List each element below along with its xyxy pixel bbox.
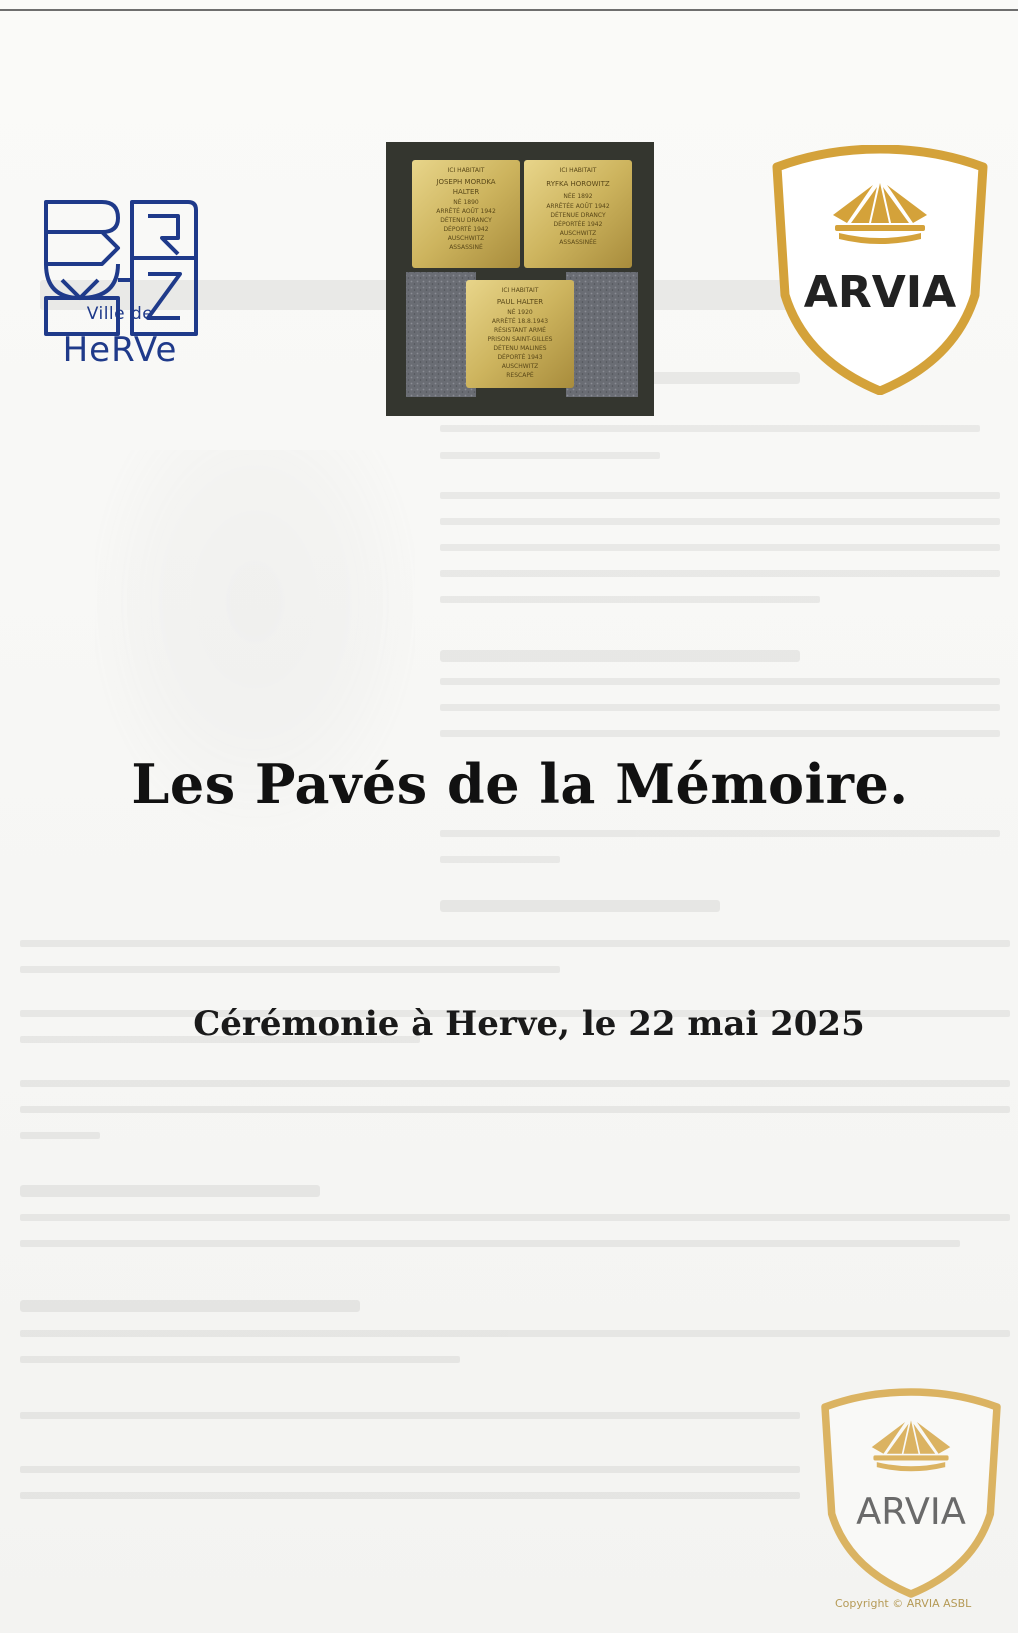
stone2-line: ARRÊTÉE AOÛT 1942 [546,203,610,210]
ghost-heading [20,1185,320,1197]
ghost-line [440,856,560,863]
stone1-line: ARRÊTÉ AOÛT 1942 [436,208,496,215]
arvia-watermark-label: ARVIA [856,1489,966,1533]
ghost-line [20,1240,960,1247]
stone3-line: DÉTENU MALINES [493,345,547,352]
stone1-line: ICI HABITAIT [447,167,485,174]
ghost-line [440,570,1000,577]
ghost-line [20,1492,800,1499]
ghost-line [440,492,1000,499]
ghost-line [20,1106,1010,1113]
stones-illustration [386,142,654,416]
stone2-line: DÉPORTÉE 1942 [553,221,603,228]
arvia-label: ARVIA [803,267,957,318]
document-subtitle: Cérémonie à Herve, le 22 mai 2025 [193,1004,865,1044]
stone2-line: AUSCHWITZ [559,230,597,237]
ghost-line [20,1330,1010,1337]
stone1-line: AUSCHWITZ [447,235,485,242]
ghost-line [20,1466,800,1473]
copyright-notice: Copyright © ARVIA ASBL [835,1597,972,1610]
ghost-heading [20,1300,360,1312]
stone3-line: DÉPORTÉ 1943 [497,354,543,361]
stone3-line: RÉSISTANT ARMÉ [494,327,546,334]
ghost-line [440,678,1000,685]
stone1-line: ASSASSINÉ [449,244,483,251]
ghost-line [440,544,1000,551]
stone2-line: ASSASSINÉE [559,239,597,246]
stone1-line: JOSEPH MORDKA [436,178,496,186]
ghost-line [20,966,560,973]
ghost-heading [440,900,720,912]
ghost-line [20,1132,100,1139]
stone2-line: ICI HABITAIT [559,167,597,174]
stone2-line: DÉTENUE DRANCY [550,212,606,219]
ghost-line [440,425,980,432]
document-title: Les Pavés de la Mémoire. [131,752,909,816]
arvia-watermark [815,1388,1007,1598]
ghost-line [20,1356,460,1363]
stone2-line: NÉE 1892 [563,193,593,200]
ghost-heading [440,650,800,662]
herve-logo-line2: HeRVe [62,330,178,370]
stone1-line: DÉPORTÉ 1942 [443,226,489,233]
ghost-line [20,1214,1010,1221]
ghost-line [440,596,820,603]
ghost-line [440,518,1000,525]
stone1-line: DÉTENU DRANCY [440,217,492,224]
ghost-line [440,830,1000,837]
stone3-line: ICI HABITAIT [501,287,539,294]
ghost-line [440,704,1000,711]
stone1-line: HALTER [452,188,480,196]
stone3-line: NÉ 1920 [507,309,533,316]
ghost-line [20,940,1010,947]
stone2-line: RYFKA HOROWITZ [546,180,610,188]
stone3-line: AUSCHWITZ [501,363,539,370]
stone3-line: PAUL HALTER [496,298,544,306]
stone3-line: ARRÊTÉ 18.8.1943 [491,318,549,325]
stone3-line: PRISON SAINT-GILLES [487,336,553,343]
stumbling-stones-photo [386,142,654,416]
ghost-line [440,452,660,459]
arvia-logo [765,145,995,395]
ghost-line [440,730,1000,737]
ghost-line [20,1080,1010,1087]
ghost-line [20,1412,800,1419]
herve-logo-line1: Ville de [86,304,154,324]
stone1-line: NÉ 1890 [453,199,479,206]
stone3-line: RESCAPÉ [506,372,534,379]
